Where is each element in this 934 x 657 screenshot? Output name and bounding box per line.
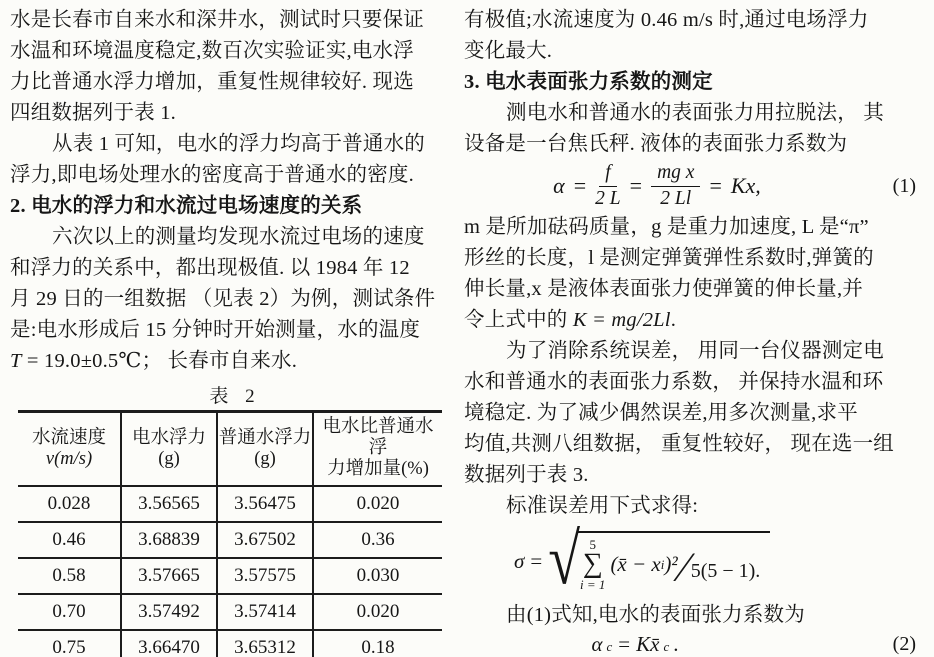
- table-cell: 0.020: [313, 486, 442, 522]
- text-line: 水和普通水的表面张力系数， 并保持水温和环: [464, 371, 884, 393]
- table-header-row: [18, 412, 442, 487]
- text-line: 浮力,即电场处理水的密度高于普通水的密度.: [10, 164, 414, 186]
- text-line: 和浮力的关系中，都出现极值. 以 1984 年 12: [10, 257, 410, 279]
- header-label: 普通水浮力: [218, 427, 312, 448]
- text-line: 设备是一台焦氏秤. 液体的表面张力系数为: [464, 133, 848, 155]
- divisor-term: 5(5 − 1).: [690, 560, 761, 582]
- text-line: 六次以上的测量均发现水流过电场的速度: [52, 226, 425, 248]
- index-subscript: i: [660, 556, 665, 572]
- table-row: [18, 558, 442, 594]
- fraction: [651, 162, 700, 210]
- text-line: 水是长春市自来水和深井水，测试时只要保证: [10, 9, 424, 31]
- table-cell: 0.75: [52, 637, 86, 657]
- table-row: [18, 522, 442, 558]
- alpha-symbol: α: [553, 173, 565, 198]
- section-heading-2: 2. 电水的浮力和水流过电场速度的关系: [10, 195, 363, 217]
- table-cell: 3.67502: [217, 522, 313, 558]
- text-line: 是:电水形成后 15 分钟时开始测量，水的温度: [10, 319, 421, 341]
- sum-glyph: ∑: [582, 548, 603, 580]
- table-cell: 3.56565: [121, 486, 217, 522]
- header-label: 水流速度: [31, 427, 106, 448]
- table-cell: 3.56475: [217, 486, 313, 522]
- text-segment: = 19.0±0.5℃； 长春市自来水.: [21, 350, 298, 372]
- text-line: 有极值;水流速度为 0.46 m/s 时,通过电场浮力: [464, 9, 869, 31]
- text-line: 数据列于表 3.: [464, 464, 589, 486]
- table-cell: 3.57414: [217, 594, 313, 630]
- summation-symbol: [580, 538, 605, 591]
- text-line: [464, 305, 926, 336]
- header-unit: (g): [254, 448, 276, 469]
- header-unit: (g): [158, 448, 180, 469]
- text-line: 均值,共测八组数据， 重复性较好， 现在选一组: [464, 433, 894, 455]
- text-segment: 令上式中的: [464, 309, 573, 331]
- inline-formula-K: K = mg/2Ll: [572, 309, 671, 331]
- left-column: [10, 5, 460, 657]
- equals-sign: =: [709, 173, 722, 198]
- table-header-cell: [313, 412, 442, 487]
- header-label: 电水浮力: [131, 427, 206, 448]
- text-line: 测电水和普通水的表面张力用拉脱法， 其: [506, 102, 884, 124]
- deviation-term: (x̄ − x: [610, 552, 661, 576]
- table-cell: 0.46: [18, 522, 121, 558]
- subscript-c: c: [663, 639, 670, 654]
- sum-upper-limit: 5: [589, 537, 596, 553]
- text-line: [10, 346, 460, 377]
- radical-sign: √: [548, 518, 581, 600]
- table-header-cell: [18, 412, 121, 487]
- period: .: [673, 632, 679, 656]
- table-cell: 0.028: [18, 486, 121, 522]
- denominator: 2 Ll: [660, 187, 692, 209]
- data-table: [18, 410, 442, 657]
- table-header-cell: [121, 412, 217, 487]
- table-cell: 0.18: [313, 630, 442, 657]
- equation-number: (1): [892, 174, 916, 197]
- denominator: 2 L: [595, 187, 621, 209]
- text-line: 变化最大.: [464, 40, 553, 62]
- text-line: 形丝的长度，l 是测定弹簧弹性系数时,弹簧的: [464, 247, 874, 269]
- equation-1: [464, 160, 926, 212]
- text-line: 境稳定. 为了减少偶然误差,用多次测量,求平: [464, 402, 858, 424]
- subscript-c: c: [606, 639, 613, 654]
- text-line: 为了消除系统误差， 用同一台仪器测定电: [506, 340, 884, 362]
- table-cell: 3.57492: [121, 594, 217, 630]
- right-column: [464, 5, 926, 657]
- equals-sign: =: [530, 548, 543, 573]
- table-cell: 0.58: [18, 558, 121, 594]
- kxbar-term: Kx̄: [636, 632, 660, 656]
- sigma-symbol: σ: [514, 548, 525, 573]
- text-segment: .: [670, 309, 677, 331]
- deviation-term-close: )²: [664, 552, 678, 576]
- text-line: 水温和环境温度稳定,数百次实验证实,电水浮: [10, 40, 414, 62]
- table-cell: 3.66470: [121, 630, 217, 657]
- radicand: [577, 531, 770, 591]
- text-line: 从表 1 可知，电水的浮力均高于普通水的: [52, 133, 425, 155]
- table-cell: 3.57665: [121, 558, 217, 594]
- numerator: mg x: [651, 162, 700, 186]
- equation-number: (2): [892, 633, 916, 655]
- table-cell: 3.57575: [217, 558, 313, 594]
- table-row: [18, 486, 442, 522]
- text-line: 标准误差用下式求得:: [506, 495, 699, 517]
- alpha-symbol: α: [591, 632, 603, 656]
- text-line: 四组数据列于表 1.: [10, 102, 176, 124]
- text-line: 伸长量,x 是液体表面张力使弹簧的伸长量,并: [464, 278, 864, 300]
- header-unit: 力增加量(%): [327, 459, 429, 479]
- kx-term: Kx,: [730, 173, 761, 198]
- numerator: f: [599, 162, 616, 186]
- equals-sign: =: [618, 632, 631, 656]
- equation-sigma: [514, 518, 926, 600]
- table-cell: 0.030: [313, 558, 442, 594]
- text-line: 力比普通水浮力增加，重复性规律较好. 现选: [10, 71, 414, 93]
- equals-sign: =: [629, 173, 643, 198]
- table-row: [18, 630, 442, 657]
- table-row: [18, 594, 442, 630]
- text-line: 月 29 日的一组数据 （见表 2）为例，测试条件: [10, 288, 436, 310]
- variable-T: T: [10, 350, 22, 372]
- section-heading-3: 3. 电水表面张力系数的测定: [464, 71, 713, 93]
- header-unit: v(m/s): [45, 448, 93, 469]
- text-line: 由(1)式知,电水的表面张力系数为: [506, 604, 805, 626]
- table-header-cell: [217, 412, 313, 487]
- header-label: 电水比普通水浮: [322, 417, 434, 458]
- table-cell: 0.70: [18, 594, 121, 630]
- table-caption: 表 2: [209, 386, 261, 407]
- table-cell: 3.68839: [121, 522, 217, 558]
- division-slash: ∕: [680, 544, 688, 591]
- sum-lower-limit: i = 1: [580, 576, 606, 592]
- equation-2: [464, 631, 926, 657]
- text-line: m 是所加砝码质量，g 是重力加速度, L 是“π”: [464, 216, 869, 238]
- equals-sign: =: [573, 173, 587, 198]
- fraction: [595, 162, 620, 210]
- table-cell: 0.36: [313, 522, 442, 558]
- table-cell: 3.65312: [217, 630, 313, 657]
- table-cell: 0.020: [313, 594, 442, 630]
